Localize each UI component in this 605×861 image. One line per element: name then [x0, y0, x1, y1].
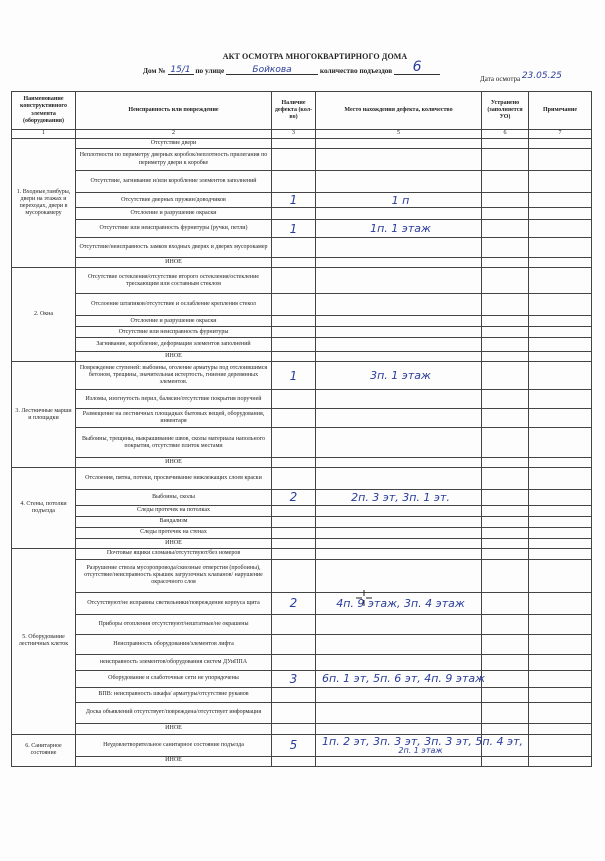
fixed-cell[interactable] [482, 220, 529, 238]
defect-location-text: 1п. 2 эт, 3п. 3 эт, 3п. 3 эт, 5п. 4 эт, [322, 734, 523, 748]
col-header-fixed: Устранено (заполняется УО) [482, 92, 529, 130]
defect-count-cell[interactable] [272, 390, 316, 409]
defect-count-cell[interactable] [272, 505, 316, 516]
defect-count-cell[interactable] [272, 338, 316, 352]
defect-location-cell[interactable] [316, 670, 486, 687]
fixed-cell[interactable] [482, 505, 529, 516]
defect-row [12, 258, 592, 268]
element-name: 2. Окна [12, 268, 76, 362]
defect-row [12, 490, 592, 505]
defect-row [12, 687, 592, 702]
defect-count-cell[interactable] [272, 428, 316, 458]
defect-location-cell[interactable] [316, 171, 482, 193]
defect-description: Отслоения, пятна, потеки, просвечивание нижлежащих слоев краски [76, 468, 272, 490]
col-number: 6 [482, 130, 529, 139]
defect-description: Отсутствие остекления/отсутствие второго остекления/остекление трескающим или составным стеклом [76, 268, 272, 294]
note-cell[interactable] [529, 654, 592, 670]
note-cell[interactable] [529, 149, 592, 171]
street-value: Бойкова [252, 65, 292, 75]
defect-location-cell[interactable] [316, 723, 482, 734]
defect-row [12, 559, 592, 592]
defect-count-cell[interactable] [272, 516, 316, 527]
fixed-cell[interactable] [482, 171, 529, 193]
col-header-defect: Неисправность или повреждение [76, 92, 272, 130]
note-cell[interactable] [529, 548, 592, 559]
defect-count-cell[interactable] [272, 559, 316, 592]
defect-count-cell[interactable] [272, 538, 316, 548]
defect-location-text: 3п. 1 этаж [370, 369, 431, 383]
defect-description: Повреждение ступеней: выбоины, оголение арматуры под отслоившимся бетоном, трещины, значительная истертость, гниение деревянных элементов. [76, 362, 272, 390]
defect-location-cell[interactable] [316, 352, 482, 362]
defect-row [12, 756, 592, 766]
defect-count-cell[interactable] [272, 258, 316, 268]
fixed-cell[interactable] [482, 362, 529, 390]
defect-location-cell[interactable] [316, 734, 523, 756]
fixed-cell[interactable] [482, 294, 529, 316]
note-cell[interactable] [529, 723, 592, 734]
defect-description: Неудовлетворительное санитарное состояние подъезда [76, 734, 272, 756]
defect-count-cell[interactable] [272, 468, 316, 490]
defect-location-cell[interactable] [316, 538, 482, 548]
fixed-cell[interactable] [482, 654, 529, 670]
defect-description: Отсутствие или неисправность фурнитуры [76, 327, 272, 338]
fixed-cell[interactable] [482, 238, 529, 258]
defect-description: Отсутствуют/не исправны светильники/повреждение корпуса щита [76, 592, 272, 614]
defect-row [12, 702, 592, 723]
note-cell[interactable] [529, 592, 592, 614]
defect-description: Почтовые ящики сломаны/отсутствуют/без номеров [76, 548, 272, 559]
note-cell[interactable] [529, 352, 592, 362]
defect-count-cell[interactable] [272, 614, 316, 634]
defect-location-cell[interactable] [316, 258, 482, 268]
defect-row [12, 220, 592, 238]
col-header-note: Примечание [529, 92, 592, 130]
defect-row [12, 468, 592, 490]
defect-row [12, 362, 592, 390]
defect-location-cell[interactable] [316, 687, 482, 702]
date-label: Дата осмотра [480, 75, 521, 83]
defect-location-extra: 2п. 1 этаж [398, 745, 443, 755]
note-cell[interactable] [529, 505, 592, 516]
defect-description: Разрушение ствола мусоропровода/сквозные отверстия (пробоины), отсутствие/неисправность крышек загрузочных клапанов/ нарушение окрасочного слоя [76, 559, 272, 592]
defect-count-cell[interactable] [272, 409, 316, 428]
fixed-cell[interactable] [482, 208, 529, 220]
defect-row [12, 670, 592, 687]
fixed-cell[interactable] [482, 193, 529, 208]
defect-count-cell[interactable] [272, 327, 316, 338]
defect-count-cell[interactable]: 2 [272, 490, 316, 505]
note-cell[interactable] [529, 294, 592, 316]
defect-description: Приборы отопления отсутствуют/нештатные/не окрашены [76, 614, 272, 634]
note-cell[interactable] [529, 338, 592, 352]
defect-location-text: 1п. 1 этаж [370, 222, 431, 236]
entrances-label: количество подъездов [319, 66, 393, 75]
defect-row [12, 734, 592, 756]
defect-count-cell[interactable]: 2 [272, 592, 316, 614]
fixed-cell[interactable] [482, 548, 529, 559]
defect-count-cell[interactable]: 1 [272, 362, 316, 390]
other-defect-label: ИНОЕ [76, 258, 272, 268]
defect-row [12, 505, 592, 516]
fixed-cell[interactable] [482, 327, 529, 338]
note-cell[interactable] [529, 702, 592, 723]
note-cell[interactable] [529, 327, 592, 338]
house-number-value: 15/1 [170, 65, 191, 75]
inspection-date [480, 71, 562, 84]
other-defect-label: ИНОЕ [76, 352, 272, 362]
defect-location-cell[interactable] [316, 139, 482, 149]
note-cell[interactable] [529, 458, 592, 468]
defect-row [12, 527, 592, 538]
defect-count-cell[interactable] [272, 149, 316, 171]
defect-location-cell[interactable] [316, 548, 482, 559]
fixed-cell[interactable] [482, 614, 529, 634]
defect-location-cell[interactable] [316, 409, 482, 428]
note-cell[interactable] [529, 316, 592, 327]
defect-description: Отслоение и разрушение окраски [76, 208, 272, 220]
fixed-cell[interactable] [482, 428, 529, 458]
defect-location-cell[interactable] [316, 294, 482, 316]
defect-description: Доска объявлений отсутствует/повреждена/отсутствует информация [76, 702, 272, 723]
defect-count-cell[interactable] [272, 723, 316, 734]
fixed-cell[interactable] [482, 352, 529, 362]
note-cell[interactable] [529, 527, 592, 538]
defect-count-cell[interactable] [272, 139, 316, 149]
defect-row [12, 316, 592, 327]
fixed-cell[interactable] [482, 490, 529, 505]
defect-location-cell[interactable] [316, 220, 482, 238]
element-name: 6. Санитарное состояние [12, 734, 76, 766]
defect-location-cell[interactable] [316, 149, 482, 171]
element-name: 3. Лестничные марши и площадки [12, 362, 76, 468]
defect-count-cell[interactable] [272, 702, 316, 723]
note-cell[interactable] [529, 687, 592, 702]
fixed-cell[interactable] [482, 592, 529, 614]
fixed-cell[interactable] [482, 316, 529, 327]
col-number: 1 [12, 130, 76, 139]
defect-count-cell[interactable]: 3 [272, 670, 316, 687]
other-defect-label: ИНОЕ [76, 756, 272, 766]
defect-row [12, 352, 592, 362]
col-header-element: Наименование конструктивного элемента (оборудования) [12, 92, 76, 130]
defect-description: Изломы, изогнутость перил, балясин/отсутствие покрытия поручней [76, 390, 272, 409]
defect-location-cell[interactable] [316, 490, 482, 505]
defect-count-cell[interactable] [272, 527, 316, 538]
crosshair-cursor-icon [356, 590, 372, 606]
defect-row [12, 634, 592, 654]
fixed-cell[interactable] [482, 139, 529, 149]
defect-row [12, 516, 592, 527]
entrances-field[interactable] [394, 59, 440, 75]
defect-description: Неплотности по периметру дверных коробок/неплотность прилегания по периметру двери к коробке [76, 149, 272, 171]
fixed-cell[interactable] [482, 338, 529, 352]
defect-location-cell[interactable] [316, 505, 482, 516]
defect-row [12, 390, 592, 409]
col-header-location: Место нахождения дефекта, количество [316, 92, 482, 130]
defect-row [12, 171, 592, 193]
defect-description: Следы протечек на потолках [76, 505, 272, 516]
note-cell[interactable] [529, 208, 592, 220]
defect-count-cell[interactable] [272, 352, 316, 362]
defect-location-cell[interactable] [316, 362, 482, 390]
fixed-cell[interactable] [482, 258, 529, 268]
defect-count-cell[interactable] [272, 208, 316, 220]
defect-row [12, 538, 592, 548]
note-cell[interactable] [529, 362, 592, 390]
house-number-field[interactable] [168, 65, 194, 75]
defect-description: Загнивание, коробление, деформация элементов заполнений [76, 338, 272, 352]
defect-location-cell[interactable] [316, 327, 482, 338]
note-cell[interactable] [529, 756, 592, 766]
defect-row [12, 723, 592, 734]
note-cell[interactable] [529, 238, 592, 258]
defect-description: Отсутствие, загнивание и/или коробление элементов заполнений [76, 171, 272, 193]
defect-location-text: 2п. 3 эт, 3п. 1 эт. [351, 490, 450, 504]
defect-location-cell[interactable] [316, 208, 482, 220]
defect-description: Вандализм [76, 516, 272, 527]
defect-location-text: 1 п [391, 193, 410, 207]
defect-description: Оборудование и слаботочные сети не упорядочены [76, 670, 272, 687]
note-cell[interactable] [529, 428, 592, 458]
fixed-cell[interactable] [482, 390, 529, 409]
note-cell[interactable] [529, 614, 592, 634]
defect-description: Выбоины, сколы [76, 490, 272, 505]
note-cell[interactable] [529, 516, 592, 527]
defect-row [12, 548, 592, 559]
defect-location-cell[interactable] [316, 527, 482, 538]
fixed-cell[interactable] [482, 149, 529, 171]
defect-row [12, 409, 592, 428]
defect-location-cell[interactable] [316, 614, 482, 634]
other-defect-label: ИНОЕ [76, 723, 272, 734]
note-cell[interactable] [529, 734, 592, 756]
defect-row [12, 193, 592, 208]
note-cell[interactable] [529, 258, 592, 268]
col-number: 5 [316, 130, 482, 139]
element-name: 1. Входные,тамбуры, двери на этажах и переходах, двери в мусорокамеру [12, 139, 76, 268]
defect-description: Выбоины, трещины, выкрашивание швов, сколы материала напольного покрытия, отсутствие плиток местами [76, 428, 272, 458]
defect-row [12, 654, 592, 670]
defect-count-cell[interactable]: 5 [272, 734, 316, 756]
defect-row [12, 208, 592, 220]
note-cell[interactable] [529, 559, 592, 592]
defect-description: Размещение на лестничных площадках бытовых вещей, оборудования, инвентаря [76, 409, 272, 428]
defect-row [12, 592, 592, 614]
note-cell[interactable] [529, 193, 592, 208]
note-cell[interactable] [529, 139, 592, 149]
house-label: Дом № [143, 66, 166, 75]
fixed-cell[interactable] [482, 516, 529, 527]
defect-description: Неисправность оборудования/элементов лифта [76, 634, 272, 654]
document-title: АКТ ОСМОТРА МНОГОКВАРТИРНОГО ДОМА [222, 52, 408, 61]
defect-location-cell[interactable] [316, 559, 482, 592]
defect-count-cell[interactable] [272, 171, 316, 193]
note-cell[interactable] [529, 634, 592, 654]
defect-location-cell[interactable] [316, 238, 482, 258]
note-cell[interactable] [529, 220, 592, 238]
street-label: по улице [195, 66, 225, 75]
defect-count-cell[interactable]: 1 [272, 220, 316, 238]
note-cell[interactable] [529, 171, 592, 193]
defect-location-cell[interactable] [316, 592, 482, 614]
defect-row [12, 327, 592, 338]
defect-description: Отсутствие/неисправность замков входных дверях и дверях мусорокамер [76, 238, 272, 258]
defect-count-cell[interactable] [272, 316, 316, 327]
note-cell[interactable] [529, 670, 592, 687]
note-cell[interactable] [529, 468, 592, 490]
defect-location-cell[interactable] [316, 634, 482, 654]
street-field[interactable] [226, 65, 318, 75]
defect-count-cell[interactable] [272, 294, 316, 316]
defect-description: Отслоение и разрушение окраски [76, 316, 272, 327]
defect-location-cell[interactable] [316, 390, 482, 409]
defect-row [12, 614, 592, 634]
defects-table [11, 91, 592, 767]
fixed-cell[interactable] [482, 458, 529, 468]
defect-row [12, 338, 592, 352]
fixed-cell[interactable] [482, 409, 529, 428]
fixed-cell[interactable] [482, 702, 529, 723]
defect-location-cell[interactable] [316, 338, 482, 352]
defect-description: Отсутствие дверных пружин/доводчиков [76, 193, 272, 208]
defect-count-cell[interactable]: 1 [272, 193, 316, 208]
fixed-cell[interactable] [482, 268, 529, 294]
defect-count-cell[interactable] [272, 634, 316, 654]
defect-count-cell[interactable] [272, 238, 316, 258]
fixed-cell[interactable] [482, 670, 529, 687]
element-name: 5. Оборудование лестничных клеток [12, 548, 76, 734]
fixed-cell[interactable] [482, 468, 529, 490]
defect-row [12, 268, 592, 294]
defect-location-text: 4п. 9 этаж, 3п. 4 этаж [336, 596, 465, 610]
defect-count-cell[interactable] [272, 654, 316, 670]
defect-count-cell[interactable] [272, 756, 316, 766]
other-defect-label: ИНОЕ [76, 538, 272, 548]
defect-location-cell[interactable] [316, 428, 482, 458]
defect-location-cell[interactable] [316, 756, 482, 766]
defect-count-cell[interactable] [272, 548, 316, 559]
defect-row [12, 149, 592, 171]
column-number-row [12, 130, 592, 139]
defect-location-cell[interactable] [316, 702, 482, 723]
date-value[interactable]: 23.05.25 [521, 71, 562, 81]
defect-location-cell[interactable] [316, 458, 482, 468]
defect-row [12, 428, 592, 458]
fixed-cell[interactable] [482, 538, 529, 548]
defect-description: Следы протечек на стенах [76, 527, 272, 538]
note-cell[interactable] [529, 390, 592, 409]
defect-row [12, 139, 592, 149]
note-cell[interactable] [529, 409, 592, 428]
defect-count-cell[interactable] [272, 268, 316, 294]
defect-location-cell[interactable] [316, 516, 482, 527]
defect-count-cell[interactable] [272, 687, 316, 702]
fixed-cell[interactable] [482, 723, 529, 734]
defect-row [12, 238, 592, 258]
entrances-value: 6 [412, 59, 422, 75]
defect-description: неисправность элементов/оборудования систем ДУиППА [76, 654, 272, 670]
fixed-cell[interactable] [482, 756, 529, 766]
defect-location-cell[interactable] [316, 193, 482, 208]
defect-description: Отсутствие или неисправность фурнитуры (ручки, петли) [76, 220, 272, 238]
header-row [12, 92, 592, 130]
defect-location-text: 6п. 1 эт, 5п. 6 эт, 4п. 9 этаж [322, 672, 486, 686]
defect-location-cell[interactable] [316, 654, 482, 670]
defect-row [12, 294, 592, 316]
defect-description: ВПВ: неисправность шкафа/ арматуры/отсутствие рукавов [76, 687, 272, 702]
col-number: 3 [272, 130, 316, 139]
note-cell[interactable] [529, 538, 592, 548]
fixed-cell[interactable] [482, 687, 529, 702]
fixed-cell[interactable] [482, 559, 529, 592]
defect-location-cell[interactable] [316, 268, 482, 294]
defect-description: Отсутствие двери [76, 139, 272, 149]
defect-count-cell[interactable] [272, 458, 316, 468]
col-header-count: Наличие дефекта (кол-во) [272, 92, 316, 130]
element-name: 4. Стены, потолки подъезда [12, 468, 76, 548]
house-info-line [143, 59, 440, 75]
note-cell[interactable] [529, 268, 592, 294]
other-defect-label: ИНОЕ [76, 458, 272, 468]
note-cell[interactable] [529, 490, 592, 505]
defect-description: Отслоение штапиков/отсутствие и ослабление крепления стекол [76, 294, 272, 316]
fixed-cell[interactable] [482, 634, 529, 654]
defect-location-cell[interactable] [316, 468, 482, 490]
col-number: 2 [76, 130, 272, 139]
defect-location-cell[interactable] [316, 316, 482, 327]
col-number: 7 [529, 130, 592, 139]
fixed-cell[interactable] [482, 527, 529, 538]
defect-row [12, 458, 592, 468]
